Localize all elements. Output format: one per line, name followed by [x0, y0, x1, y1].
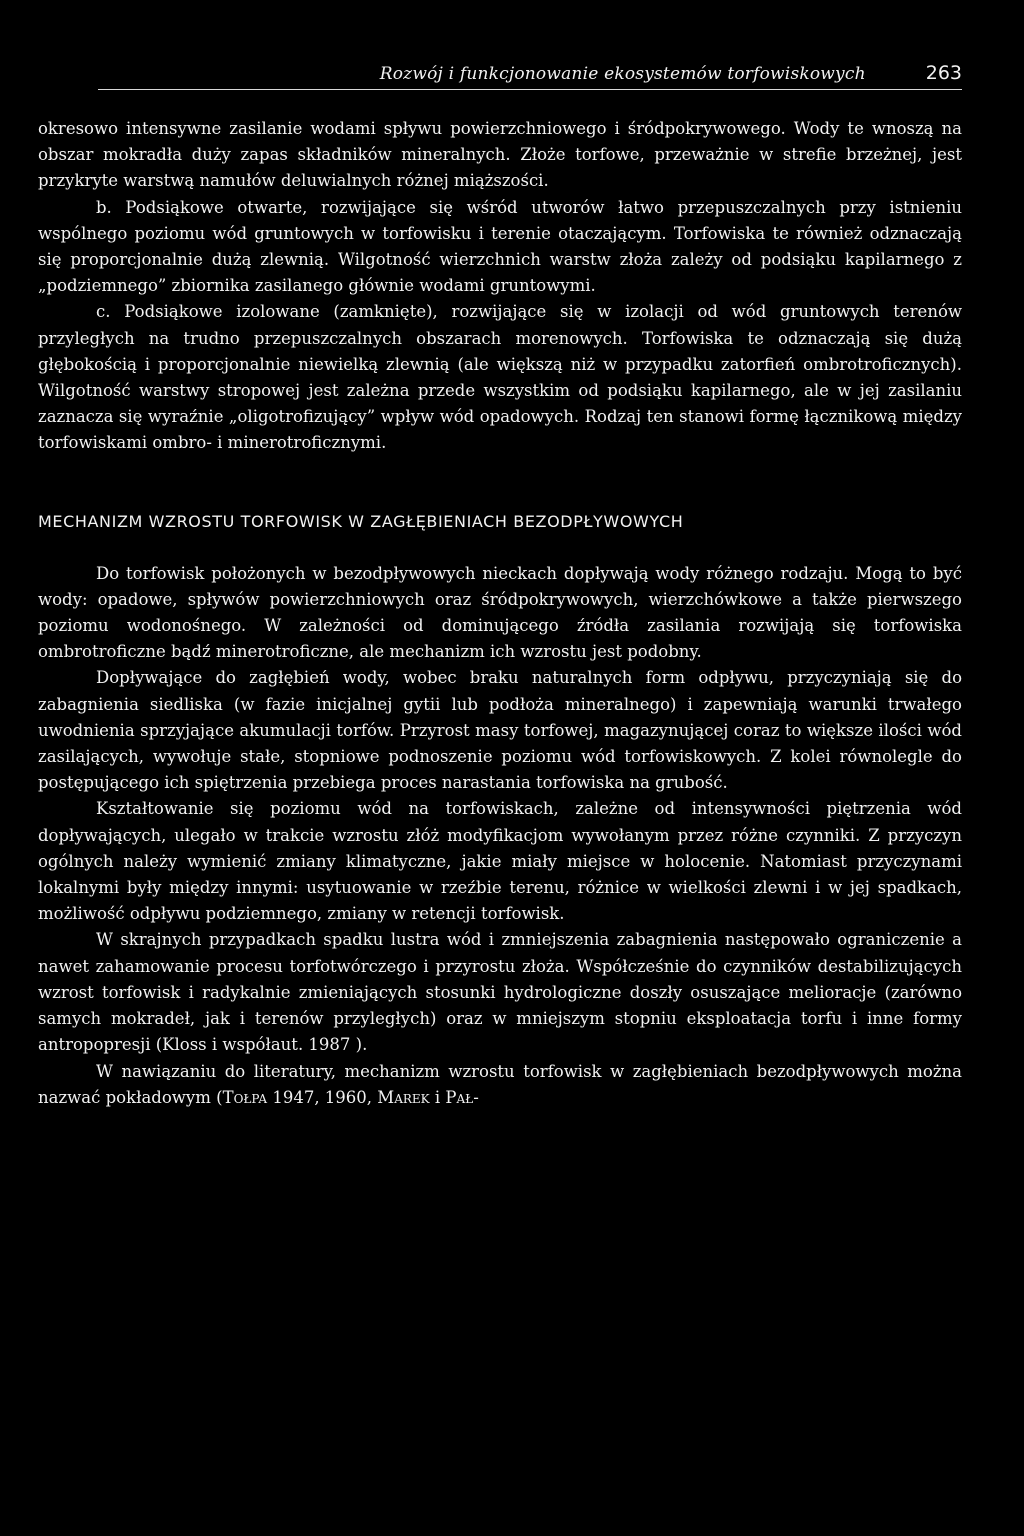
paragraph: okresowo intensywne zasilanie wodami spływu powierzchniowego i śródpokrywowego. Wody te wnoszą na obszar mokradła duży zapas składników mineralnych. Złoże torfowe, przeważnie w strefie brzeżnej, jest przykryte warstwą namułów deluwialnych różnej miąższości. — [38, 119, 962, 191]
citation-author: Pał- — [445, 1087, 479, 1107]
page-number: 263 — [925, 62, 962, 84]
body-text — [38, 116, 962, 1111]
citation-author: Marek — [377, 1087, 430, 1107]
paragraph: Dopływające do zagłębień wody, wobec braku naturalnych form odpływu, przyczyniają się do zabagnienia siedliska (w fazie inicjalnej gytii lub podłoża mineralnego) i zapewniają warunki trwałego uwodnienia sprzyjające akumulacji torfów. Przyrost masy torfowej, magazynującej coraz to większe ilości wód zasilających, wywołuje stałe, stopniowe podnoszenie poziomu wód torfowiskowych. Z kolei równolegle do postępującego ich spiętrzenia przebiega proces narastania torfowiska na grubość. — [38, 668, 962, 793]
paragraph: W skrajnych przypadkach spadku lustra wód i zmniejszenia zabagnienia następowało ograniczenie a nawet zahamowanie procesu torfotwórczego i przyrostu złoża. Współcześnie do czynników destabilizujących wzrost torfowisk i radykalnie zmieniających stosunki hydrologiczne doszły osuszające melioracje (zarówno samych mokradeł, jak i terenów przyległych) oraz w mniejszym stopniu eksploatacja torfu i inne formy antropopresji (Kloss i współaut. 1987 ). — [38, 930, 962, 1055]
paragraph: Kształtowanie się poziomu wód na torfowiskach, zależne od intensywności piętrzenia wód dopływających, ulegało w trakcie wzrostu złóż modyfikacjom wywołanym przez różne czynniki. Z przyczyn ogólnych należy wymienić zmiany klimatyczne, jakie miały miejsce w holocenie. Natomiast przyczynami lokalnymi były między innymi: usytuowanie w rzeźbie terenu, różnice w wielkości zlewni i w jej spadkach, możliwość odpływu podziemnego, zmiany w retencji torfowisk. — [38, 799, 962, 924]
citation-conjunction: i — [429, 1087, 446, 1107]
paragraph-item-c: c. Podsiąkowe izolowane (zamknięte), rozwijające się w izolacji od wód gruntowych terenów przyległych na trudno przepuszczalnych obszarach morenowych. Torfowiska te odznaczają się dużą głębokością i proporcjonalnie niewielką zlewnią (ale większą niż w przypadku zatorfień ombrotroficznych). Wilgotność warstwy stropowej jest zależna przede wszystkim od podsiąku kapilarnego, ale w jej zasilaniu zaznacza się wyraźnie „oligotrofizujący” wpływ wód opadowych. Rodzaj ten stanowi formę łącznikową między torfowiskami ombro- i minerotroficznymi. — [38, 302, 962, 453]
section-heading: MECHANIZM WZROSTU TORFOWISK W ZAGŁĘBIENIACH BEZODPŁYWOWYCH — [38, 511, 684, 531]
running-header — [98, 62, 962, 90]
document-page — [38, 62, 962, 1111]
paragraph-last — [38, 1059, 962, 1111]
citation-years: 1947, 1960, — [267, 1087, 378, 1107]
paragraph-item-b: b. Podsiąkowe otwarte, rozwijające się wśród utworów łatwo przepuszczalnych przy istnieniu wspólnego poziomu wód gruntowych w torfowisku i terenie otaczającym. Torfowiska te również odznaczają się proporcjonalnie dużą zlewnią. Wilgotność wierzchnich warstw złoża zależy od podsiąku kapilarnego z „podziemnego” zbiornika zasilanego głównie wodami gruntowymi. — [38, 197, 962, 296]
citation-author: Tołpa — [222, 1087, 268, 1107]
running-title: Rozwój i funkcjonowanie ekosystemów torfowiskowych — [379, 64, 866, 84]
paragraph: Do torfowisk położonych w bezodpływowych nieckach dopływają wody różnego rodzaju. Mogą to być wody: opadowe, spływów powierzchniowych oraz śródpokrywowych, wierzchówkowe a także pierwszego poziomu wodonośnego. W zależności od dominującego źródła zasilania rozwijają się torfowiska ombrotroficzne bądź minerotroficzne, ale mechanizm ich wzrostu jest podobny. — [38, 563, 962, 662]
paragraph-text: W nawiązaniu do literatury, mechanizm wzrostu torfowisk w zagłębieniach bezodpływowych można nazwać pokładowym ( — [38, 1061, 962, 1107]
